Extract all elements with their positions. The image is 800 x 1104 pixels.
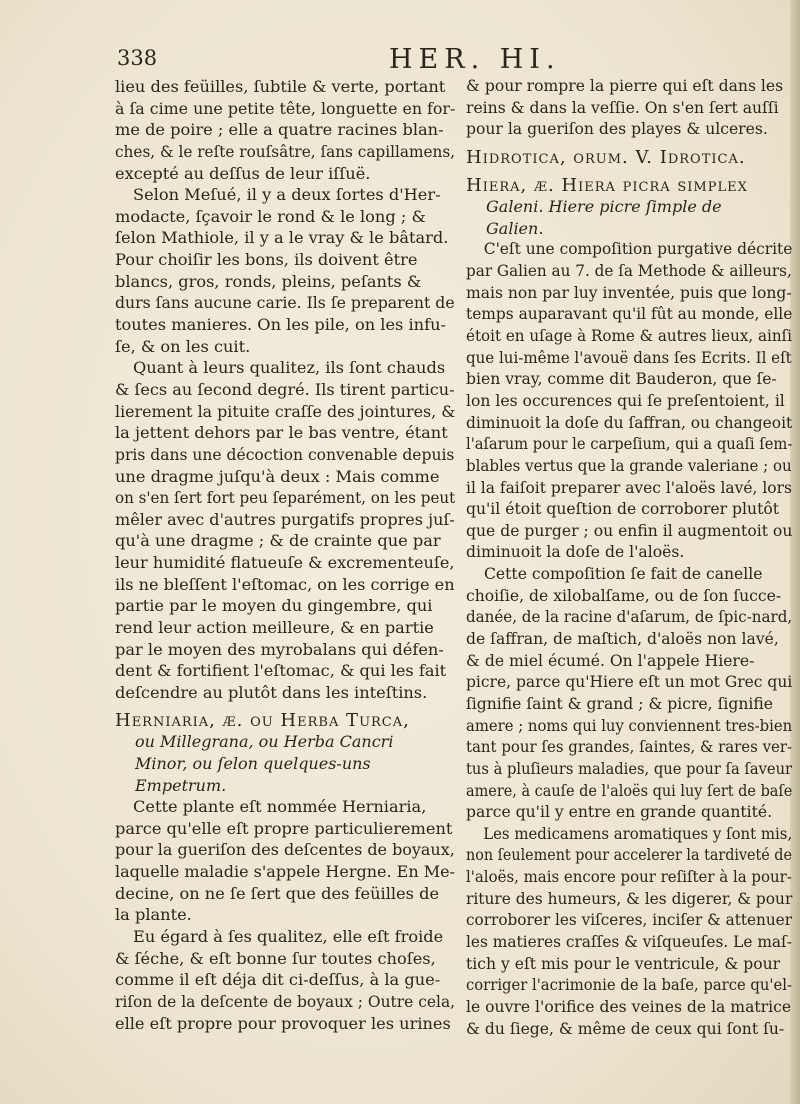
left-column-line: rend leur action meilleure, & en partie xyxy=(115,618,434,638)
right-column-line: les matieres craſſes & viſqueuſes. Le maſ- xyxy=(466,932,792,951)
right-column-line: Galeni. Hiere picre ſimple de xyxy=(486,197,722,217)
left-column-line: ils ne bleſſent l'eſtomac, on les corrige en xyxy=(115,574,455,594)
right-column-line: amere ; noms qui luy conviennent tres-bien xyxy=(466,716,793,735)
left-column-line: pris dans une décoction convenable depuis xyxy=(115,444,455,464)
left-column-line: dent & fortifient l'eſtomac, & qui les fait xyxy=(115,661,447,681)
left-column-line: la plante. xyxy=(115,905,192,925)
left-column-line: me de poire ; elle a quatre racines blan- xyxy=(115,120,444,140)
right-column-line: tich y eſt mis pour le ventricule, & pour xyxy=(466,954,781,973)
right-column-line: parce qu'il y entre en grande quantité. xyxy=(466,803,773,822)
left-column-line: lieu des feüilles, ſubtile & verte, portant xyxy=(115,77,446,96)
right-column-line: & du ſiege, & même de ceux qui ſont ſu- xyxy=(466,1019,785,1038)
left-column-line: mêler avec d'autres purgatifs propres juſ- xyxy=(115,509,455,529)
right-column-line: lon les occurences qui ſe preſentoient, il xyxy=(466,391,785,410)
left-column-line: riſon de la deſcente de boyaux ; Outre cela, xyxy=(115,991,456,1011)
left-column-line: une dragme juſqu'à deux : Mais comme xyxy=(115,466,440,486)
right-column-line: Les medicamens aromatiques y ſont mis, xyxy=(483,824,793,843)
right-column-line: tant pour ſes grandes, ſaintes, & rares ver- xyxy=(466,738,793,757)
right-column-line: reins & dans la veſſie. On s'en ſert auſſi xyxy=(466,98,779,117)
right-column-line: par Galien au 7. de ſa Methode & ailleurs, xyxy=(466,262,792,281)
right-column-line: l'aſarum pour le carpeſium, qui a quaſi ſem- xyxy=(466,435,793,454)
right-column-line: choiſie, de xilobalſame, ou de ſon ſucce- xyxy=(466,586,782,605)
right-column-line: Galien. xyxy=(486,218,544,238)
left-column-line: leur humidité flatueuſe & excrementeuſe, xyxy=(115,553,455,573)
left-column-line: toutes manieres. On les pile, on les infu- xyxy=(115,315,446,335)
left-column-line: Minor, ou ſelon quelques-uns xyxy=(135,753,371,773)
left-column-line: deſcendre au plutôt dans les inteſtins. xyxy=(115,682,428,702)
left-column-line: excepté au deſſus de leur iſſuë. xyxy=(115,163,371,183)
left-column-line: durs ſans aucune carie. Ils ſe preparent de xyxy=(115,293,455,313)
left-column-line: ou Millegrana, ou Herba Cancri xyxy=(135,732,394,752)
right-column-line: temps auparavant qu'il fût au monde, elle xyxy=(466,305,793,324)
right-column-line: & pour rompre la pierre qui eſt dans les xyxy=(466,77,784,95)
left-column-line: Pour choiſir les bons, ils doivent être xyxy=(115,250,418,270)
right-column-line: amere, à cauſe de l'aloës qui luy ſert de baſe xyxy=(466,781,793,800)
left-column-line: par le moyen des myrobalans qui défen- xyxy=(115,639,444,659)
right-column-line: le ouvre l'orifice des veines de la matrice xyxy=(466,997,792,1016)
left-column-line: lierement la pituite craſſe des jointures, & xyxy=(115,401,456,421)
right-column-line: picre, parce qu'Hiere eſt un mot Grec qui xyxy=(466,673,793,692)
left-column-line: Empetrum. xyxy=(135,775,227,795)
running-head: HER. HI. xyxy=(389,44,561,75)
folio-number: 338 xyxy=(117,46,158,70)
right-column-line: mais non par luy inventée, puis que long- xyxy=(466,283,792,302)
left-column-line: pour la gueriſon des deſcentes de boyaux, xyxy=(115,840,455,860)
page-header xyxy=(117,46,765,76)
right-column xyxy=(466,76,792,1040)
right-column-line: & de miel écumé. On l'appele Hiere- xyxy=(466,651,755,670)
left-column-line: on s'en ſert fort peu ſeparément, on les peut xyxy=(115,488,456,508)
left-column-line: Selon Meſué, il y a deux ſortes d'Her- xyxy=(133,185,441,205)
right-column-line: diminuoit la doſe de l'aloës. xyxy=(466,543,685,562)
right-column-line: de ſaffran, de maſtich, d'aloës non lavé, xyxy=(466,630,779,649)
right-column-line: pour la gueriſon des playes & ulceres. xyxy=(466,120,768,139)
right-column-line: riture des humeurs, & les digerer, & pour xyxy=(466,889,793,908)
right-column-line: blables vertus que la grande valeriane ; ou xyxy=(466,456,792,475)
right-column-line: ſignifie ſaint & grand ; & picre, ſignifie xyxy=(466,694,773,713)
right-column-line: Hiera, æ. Hiera picra ſimplex xyxy=(466,174,748,196)
left-column-line: Cette plante eſt nommée Herniaria, xyxy=(133,797,427,817)
right-column-line: corriger l'acrimonie de la baſe, parce qu'el- xyxy=(466,976,792,995)
left-column-line: modacte, ſçavoir le rond & le long ; & xyxy=(115,206,426,226)
left-column-line: la jettent dehors par le bas ventre, étant xyxy=(115,423,448,443)
left-column xyxy=(115,76,455,1034)
left-column-line: decine, on ne ſe ſert que des feüilles de xyxy=(115,883,440,903)
left-column-line: parce qu'elle eſt propre particulierement xyxy=(115,818,453,838)
left-column-line: Quant à leurs qualitez, ils ſont chauds xyxy=(133,358,446,378)
right-column-line: étoit en uſage à Rome & autres lieux, ainſi xyxy=(466,327,793,346)
right-column-line: non ſeulement pour accelerer la tardiveté de xyxy=(466,846,792,865)
left-column-line: comme il eſt déja dit ci-deſſus, à la gue- xyxy=(115,970,441,990)
left-column-line: Eu égard à ſes qualitez, elle eſt froide xyxy=(133,926,444,946)
right-column-line: l'aloës, mais encore pour reſiſter à la pour- xyxy=(466,868,792,887)
left-column-line: & ſecs au ſecond degré. Ils tirent particu- xyxy=(115,379,455,399)
left-column-line: blancs, gros, ronds, pleins, peſants & xyxy=(115,271,422,291)
right-column-line: il la faiſoit preparer avec l'aloës lavé, lors xyxy=(466,478,792,497)
right-column-line: Hidrotica, orum. V. Idrotica. xyxy=(466,146,746,168)
left-column-line: laquelle maladie s'appele Hergne. En Me- xyxy=(115,862,455,882)
right-column-line: que lui-même l'avouë dans ſes Ecrits. Il eſt xyxy=(466,348,792,367)
left-column-line: Herniaria, æ. ou Herba Turca, xyxy=(115,709,410,731)
right-column-line: bien vray, comme dit Bauderon, que ſe- xyxy=(466,370,777,389)
right-column-line: C'eſt une compoſition purgative décrite xyxy=(483,240,793,259)
right-column-line: diminuoit la doſe du ſaffran, ou changeoit xyxy=(466,413,793,432)
left-column-line: à ſa cime une petite tête, longuette en for- xyxy=(115,98,456,118)
right-column-line: qu'il étoit queſtion de corroborer plutôt xyxy=(466,500,779,519)
left-column-line: ſe, & on les cuit. xyxy=(115,336,251,356)
left-column-line: qu'à une dragme ; & de crainte que par xyxy=(115,531,441,551)
right-column-line: tus à pluſieurs maladies, que pour ſa ſaveur xyxy=(466,759,793,778)
right-column-line: danée, de la racine d'aſarum, de ſpic-nard, xyxy=(466,608,793,627)
left-column-line: ſelon Mathiole, il y a le vray & le bâtard. xyxy=(115,228,449,248)
right-column-line: que de purger ; ou enfin il augmentoit ou xyxy=(466,521,792,540)
right-column-line: corroborer les viſceres, inciſer & attenuer xyxy=(466,911,793,930)
right-column-line: Cette compoſition ſe fait de canelle xyxy=(484,565,763,584)
left-column-line: partie par le moyen du gingembre, qui xyxy=(115,596,433,616)
left-column-line: elle eſt propre pour provoquer les urines xyxy=(115,1013,451,1033)
left-column-line: ches, & le reſte rouſsâtre, ſans capillamens, xyxy=(115,141,456,161)
left-column-line: & ſéche, & eſt bonne ſur toutes choſes, xyxy=(115,948,436,968)
